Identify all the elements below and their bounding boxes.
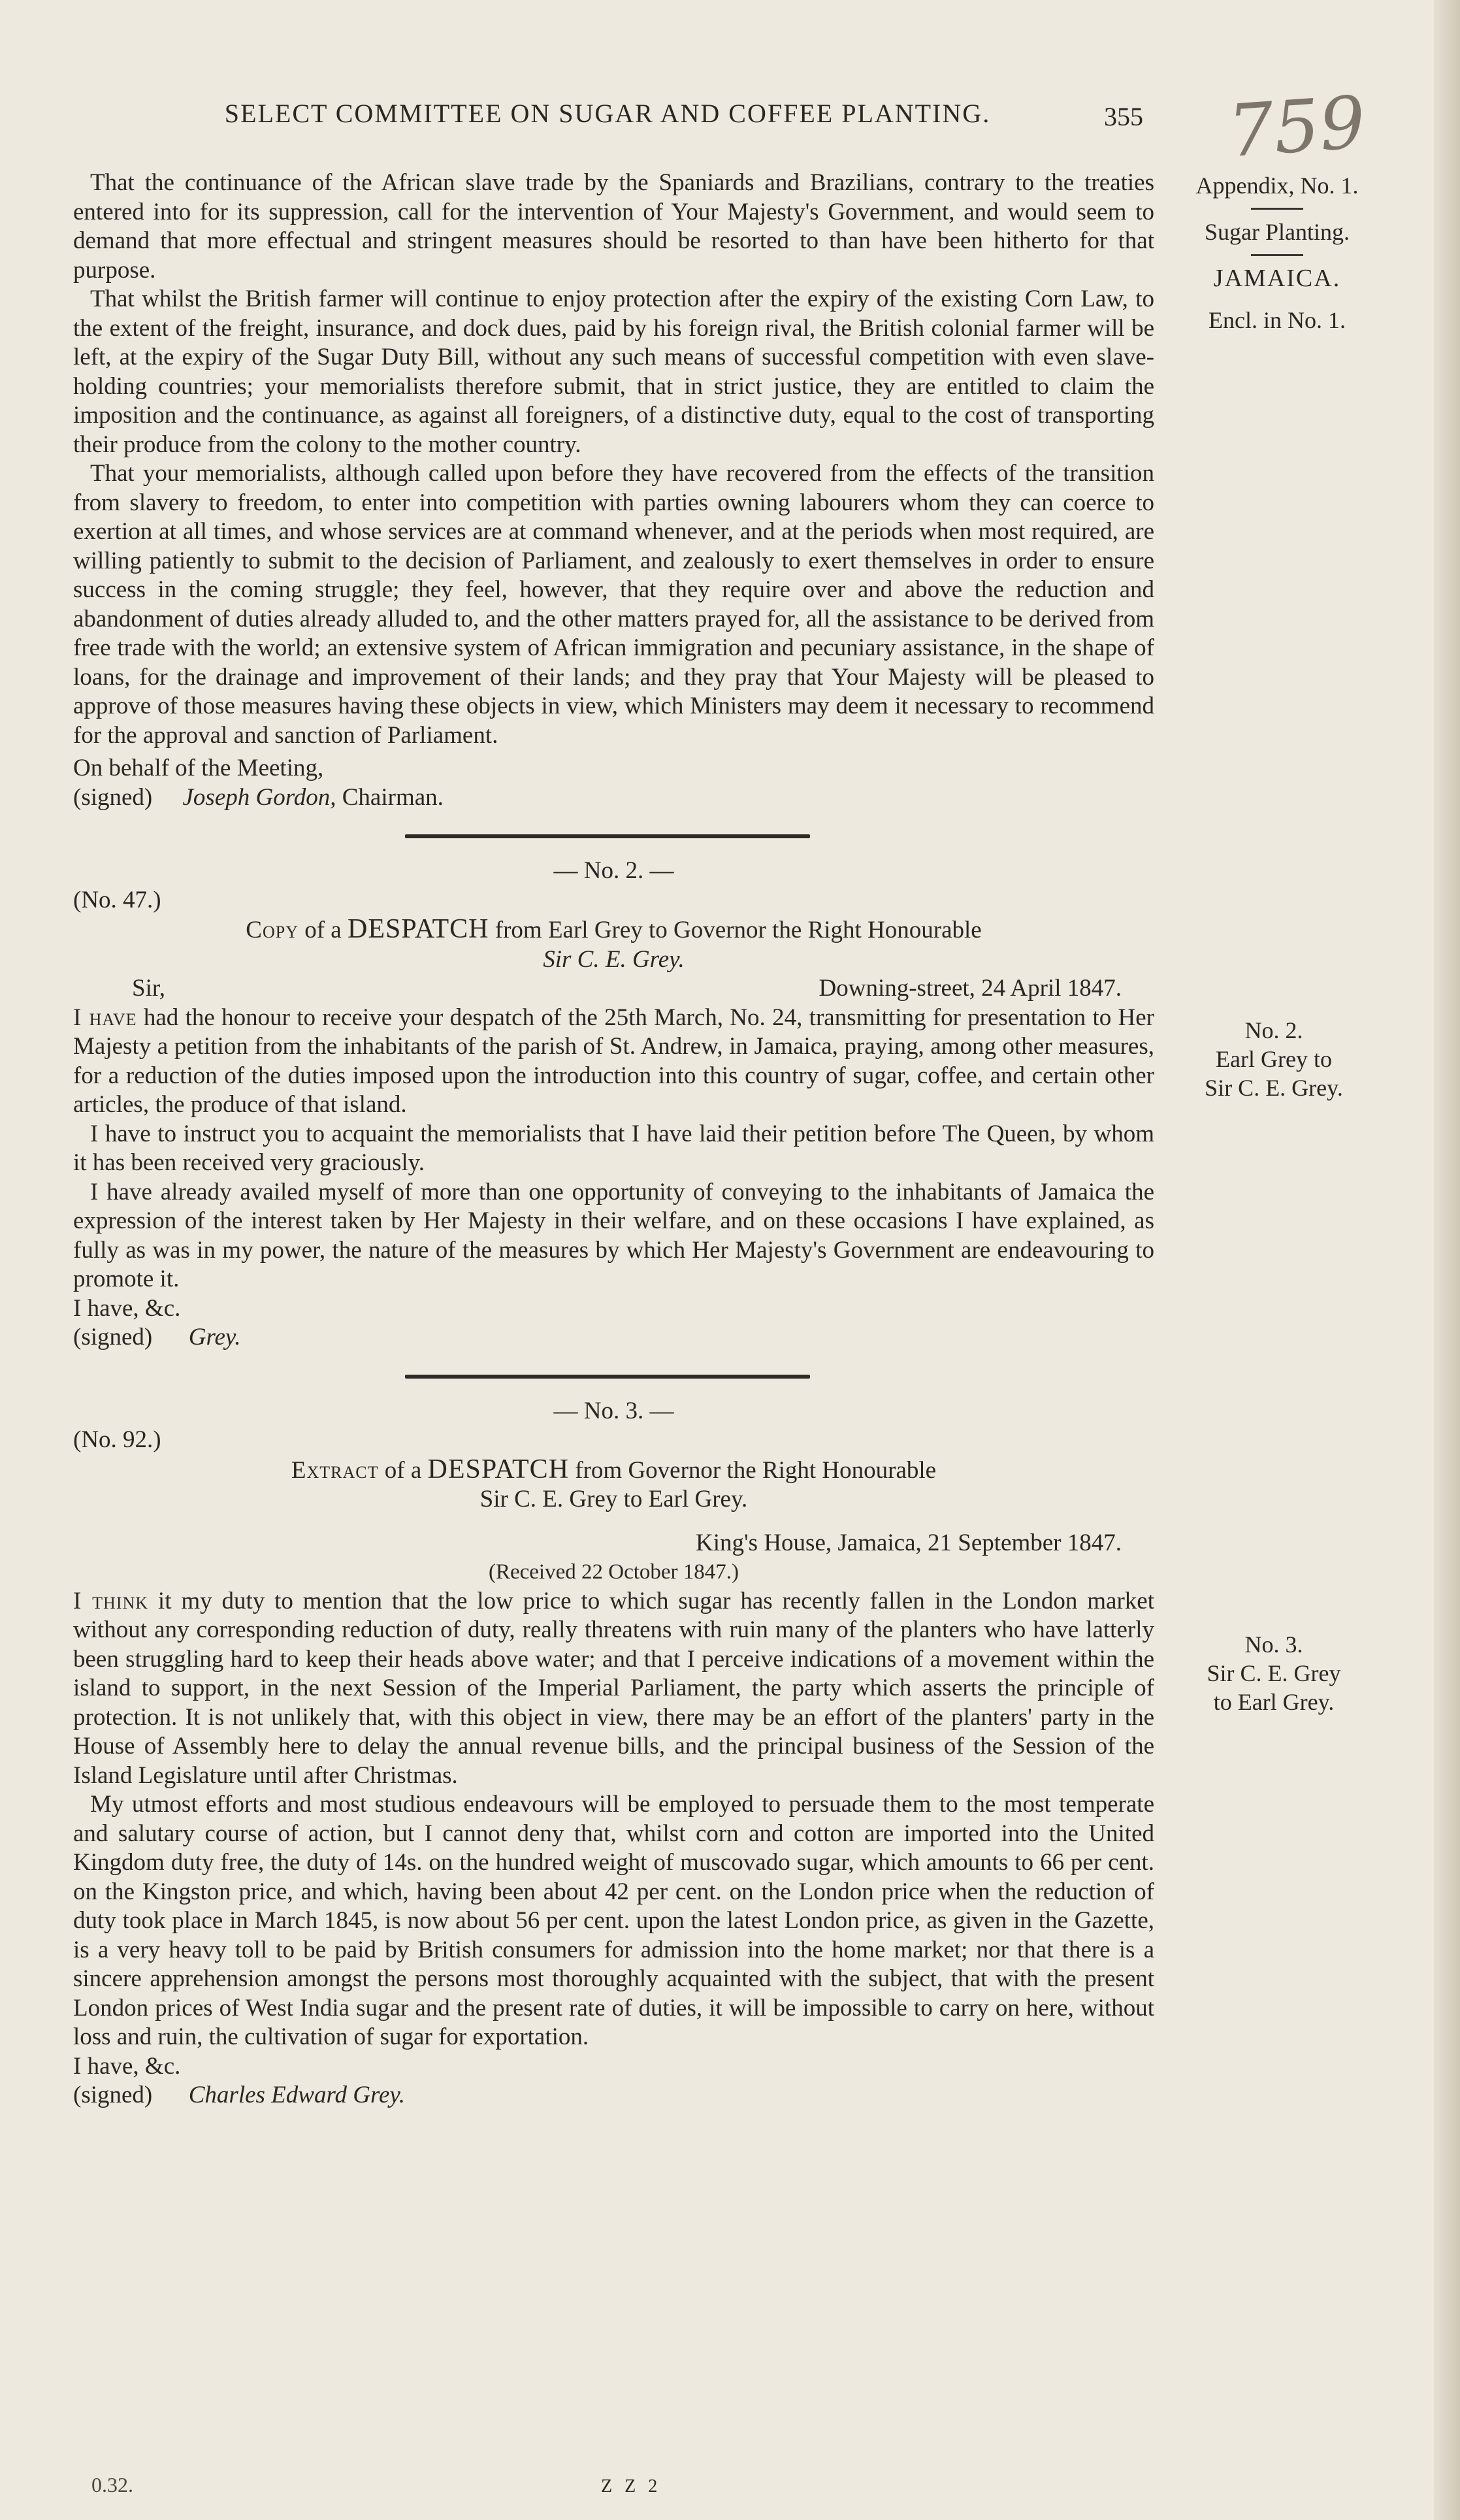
margin-no2-to: Sir C. E. Grey. <box>1205 1075 1343 1101</box>
despatch-title-line2: Sir C. E. Grey to Earl Grey. <box>479 1486 748 1513</box>
title-lead: Extract <box>291 1456 379 1484</box>
received-date: (Received 22 October 1847.) <box>488 1560 739 1584</box>
signed-label: (signed) <box>73 2082 153 2108</box>
closing-line: I have, &c. <box>73 2052 181 2080</box>
place-date: Downing-street, 24 April 1847. <box>819 975 1122 1002</box>
margin-note-no3 <box>1163 1630 1385 1716</box>
title-despatch: DESPATCH <box>347 914 489 944</box>
running-title: SELECT COMMITTEE ON SUGAR AND COFFEE PLANTING. <box>224 99 991 128</box>
signer-name: Joseph Gordon, <box>182 783 336 811</box>
despatch-number: (No. 92.) <box>73 1426 161 1453</box>
signature-line <box>73 1323 1154 1352</box>
salutation-row <box>73 974 1154 1004</box>
signature-line <box>73 783 1154 813</box>
paragraph: I have already availed myself of more than one opportunity of conveying to the inhabitants of Jamaica the expression of the interest taken by Her Majesty in their welfare, and on these occasions I have explained, as fully as was in my power, the nature of the measures by which Her Majesty's Government are endeavouring to promote it. <box>73 1178 1154 1292</box>
handwritten-folio: 759 <box>1225 80 1369 174</box>
main-text <box>73 169 1154 2110</box>
paragraph <box>73 1587 1154 1791</box>
margin-note-appendix <box>1169 171 1385 335</box>
margin-no3-to: to Earl Grey. <box>1213 1689 1335 1715</box>
signer-name: Grey. <box>188 1324 241 1350</box>
page-gutter <box>1434 0 1460 2520</box>
section-heading-no3: — No. 3. — <box>553 1397 674 1424</box>
despatch-number: (No. 47.) <box>73 886 161 913</box>
margin-enclosure: Encl. in No. 1. <box>1209 307 1346 333</box>
paragraph: My utmost efforts and most studious endeavours will be employed to persuade them to the most temperate and salutary course of action, but I cannot deny that, whilst corn and cotton are imported into the United Kingdom duty free, the duty of 14s. on the hundred weight of muscovado sugar, which amounts to 66 per cent. on the Kingston price, and which, having been about 42 per cent. on the London price when the reduction of duty took place in March 1845, is now about 56 per cent. upon the latest London price, as given in the Gazette, is a very heavy toll to be paid by British consumers for admission into the home market; nor that there is a sincere apprehension amongst the persons most thoroughly acquainted with the subject, that with the present London prices of West India sugar and the present rate of duties, it will be impossible to carry on here, without loss and ruin, the cultivation of sugar for exportation. <box>73 1791 1154 2050</box>
signature-line <box>73 2081 1154 2110</box>
page-number: 355 <box>1104 102 1143 131</box>
title-mid: of a <box>304 917 342 943</box>
para-body: it my duty to mention that the low price to which sugar has recently fallen in the London market without any corresponding reduction of duty, really threatens with ruin many of the planters who have latterly been struggling hard to keep their heads above water; and that I perceive indications of a movement within the island to support, in the next Session of the Imperial Parliament, the party which asserts the principle of protection. It is not unlikely that, with this object in view, there may be an effort of the planters' party in the House of Assembly here to delay the annual revenue bills, and the principal business of the Session of the Island Legislature until after Christmas. <box>73 1587 1155 1789</box>
signed-label: (signed) <box>73 1324 153 1350</box>
signer-name: Charles Edward Grey. <box>188 2082 406 2108</box>
margin-appendix: Appendix, No. 1. <box>1195 172 1359 199</box>
title-rest: from Earl Grey to Governor the Right Honourable <box>495 917 982 943</box>
margin-no3-number: No. 3. <box>1244 1631 1303 1658</box>
margin-no2-number: No. 2. <box>1244 1017 1303 1043</box>
printer-signature-mark: Z Z 2 <box>601 2476 662 2496</box>
salutation: Sir, <box>132 975 165 1002</box>
title-despatch: DESPATCH <box>427 1454 570 1484</box>
on-behalf-line: On behalf of the Meeting, <box>73 755 324 781</box>
paragraph: That whilst the British farmer will continue to enjoy protection after the expiry of the existing Corn Law, to the extent of the freight, insurance, and dock dues, paid by his foreign rival, the British colonial farmer will be left, at the expiry of the Sugar Duty Bill, without any such means of successful competition with even slave-holding countries; your memorialists therefore submit, that in strict justice, they are entitled to claim the imposition and the continuance, as against all foreigners, of a distinctive duty, equal to the cost of transporting their produce from the colony to the mother country. <box>73 286 1154 458</box>
despatch-title <box>73 1455 1154 1486</box>
despatch-title-line2: Sir C. E. Grey. <box>543 945 685 973</box>
section-rule <box>405 1375 810 1379</box>
paragraph: That your memorialists, although called upon before they have recovered from the effects of the transition from slavery to freedom, to enter into competition with parties owning labourers whom they can coerce to exertion at all times, and whose services are at command whenever, and at the periods when most required, are willing patiently to submit to the decision of Parliament, and zealously to exert themselves in order to ensure success in the coming struggle; they feel, however, that they require over and above the reduction and abandonment of duties already alluded to, and the other matters prayed for, all the assistance to be derived from free trade with the world; an extensive system of African immigration and pecuniary assistance, in the shape of loans, for the drainage and improvement of their lands; and they pray that Your Majesty will be pleased to approve of those measures having these objects in view, which Ministers may deem it necessary to recommend for the approval and sanction of Parliament. <box>73 460 1154 749</box>
margin-jamaica: JAMAICA. <box>1213 265 1341 292</box>
margin-note-no2 <box>1163 1016 1385 1102</box>
margin-no2-from: Earl Grey to <box>1216 1046 1332 1072</box>
despatch-title <box>73 915 1154 945</box>
sheet-number: 0.32. <box>91 2473 133 2496</box>
paragraph: That the continuance of the African slave trade by the Spaniards and Brazilians, contrary to the treaties entered into for its suppression, call for the intervention of Your Majesty's Government, and would seem to demand that more effectual and stringent measures should be resorted to than have been hitherto for that purpose. <box>73 169 1154 284</box>
para-lead: I have <box>73 1004 137 1031</box>
margin-divider <box>1251 208 1303 210</box>
margin-no3-from: Sir C. E. Grey <box>1207 1660 1341 1686</box>
title-lead: Copy <box>246 917 299 943</box>
title-mid: of a <box>384 1456 422 1484</box>
margin-divider <box>1251 254 1303 256</box>
margin-sugar-planting: Sugar Planting. <box>1205 219 1350 245</box>
place-date: King's House, Jamaica, 21 September 1847. <box>696 1529 1122 1556</box>
para-lead: I think <box>73 1587 149 1614</box>
section-rule <box>405 834 810 838</box>
signer-role: Chairman. <box>342 783 444 811</box>
section-heading-no2: — No. 2. — <box>553 857 674 884</box>
paragraph: I have to instruct you to acquaint the memorialists that I have laid their petition before The Queen, by whom it has been received very graciously. <box>73 1120 1154 1176</box>
paragraph <box>73 1004 1154 1120</box>
signed-label: (signed) <box>73 783 153 811</box>
closing-line: I have, &c. <box>73 1294 181 1322</box>
title-rest: from Governor the Right Honourable <box>575 1456 937 1484</box>
para-body: had the honour to receive your despatch of the 25th March, No. 24, transmitting for presentation to Her Majesty a petition from the inhabitants of the parish of St. Andrew, in Jamaica, praying, among other measures, for a reduction of the duties imposed upon the introduction into this country of sugar, coffee, and certain other articles, the produce of that island. <box>73 1004 1155 1118</box>
